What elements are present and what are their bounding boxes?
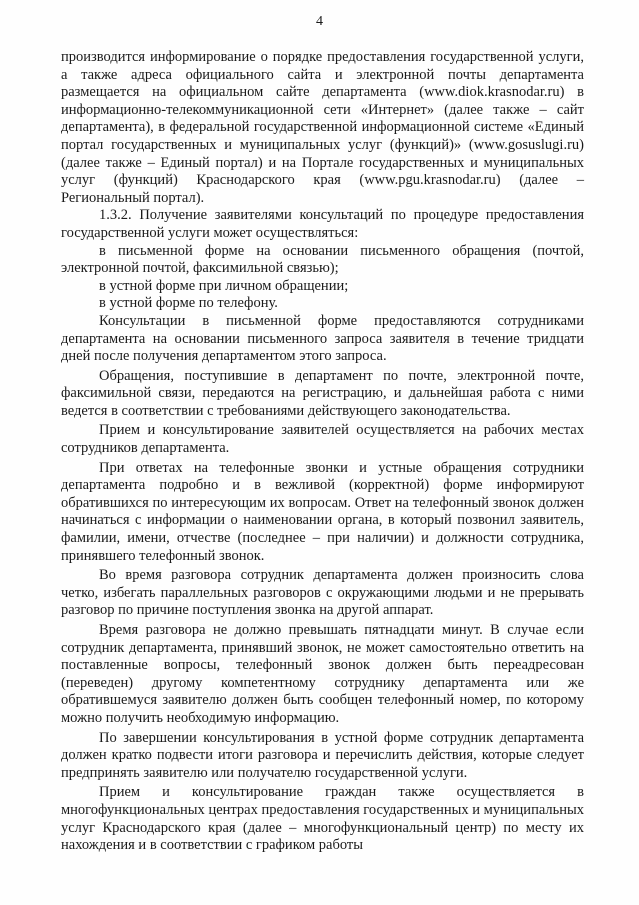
paragraph: Прием и консультирование заявителей осуществляется на рабочих местах сотрудников департамента. — [61, 422, 584, 457]
page-number: 4 — [316, 14, 323, 29]
paragraph: По завершении консультирования в устной форме сотрудник департамента должен кратко подвести итоги разговора и перечислить действия, которые следует предпринять заявителю или получателю государственной услуги. — [61, 729, 584, 781]
paragraph: Время разговора не должно превышать пятнадцати минут. В случае если сотрудник департамента, принявший звонок, не может самостоятельно ответить на поставленные вопросы, телефонный звонок должен быть переадресован (переведен) другому компетентному сотруднику департамента или же обратившемуся заявителю должен быть сообщен телефонный номер, по которому можно получить необходимую информацию. — [61, 622, 584, 726]
paragraph: 1.3.2. Получение заявителями консультаций по процедуре предоставления государственной услуги может осуществляться: — [61, 207, 584, 241]
paragraph: в устной форме по телефону. — [99, 295, 278, 312]
paragraph: в письменной форме на основании письменного обращения (почтой, электронной почтой, факсимильной связью); — [61, 242, 584, 277]
paragraph: в устной форме при личном обращении; — [99, 277, 349, 294]
paragraph: При ответах на телефонные звонки и устные обращения сотрудники департамента подробно и в вежливой (корректной) форме информируют обратившихся по интересующим их вопросам. Ответ на телефонный звонок должен начинаться с информации о наименовании органа, в который позвонил заявитель, фамилии, имени, отчестве (последнее – при наличии) и должности сотрудника, принявшего телефонный звонок. — [61, 459, 584, 564]
paragraph: производится информирование о порядке предоставления государственной услуги, а также адреса официального сайта и электронной почты департамента размещается на официальном сайте департамента (www.diok.krasnodar.ru) в информационно-телекоммуникационной сети «Интернет» (далее также – сайт департамента), в федеральной государственной информационной системе «Единый портал государственных и муниципальных услуг (функций)» (www.gosuslugi.ru) (далее также – Единый портал) и на Портале государственных и муниципальных услуг (функций) Краснодарского края (www.pgu.krasnodar.ru) (далее – Региональный портал). — [61, 49, 584, 206]
paragraph: Во время разговора сотрудник департамента должен произносить слова четко, избегать параллельных разговоров с окружающими людьми и не прерывать разговор по причине поступления звонка на другой аппарат. — [61, 567, 584, 619]
paragraph: Консультации в письменной форме предоставляются сотрудниками департамента на основании письменного запроса заявителя в течение тридцати дней после получения департаментом этого запроса. — [61, 312, 584, 365]
paragraph: Прием и консультирование граждан также осуществляется в многофункциональных центрах предоставления государственных и муниципальных услуг Краснодарского края (далее – многофункциональный центр) по месту их нахождения и в соответствии с графиком работы — [61, 784, 584, 854]
document-body — [61, 49, 584, 855]
paragraph: Обращения, поступившие в департамент по почте, электронной почте, факсимильной связи, передаются на регистрацию, и дальнейшая работа с ними ведется в соответствии с требованиями действующего законодательства. — [61, 367, 584, 419]
